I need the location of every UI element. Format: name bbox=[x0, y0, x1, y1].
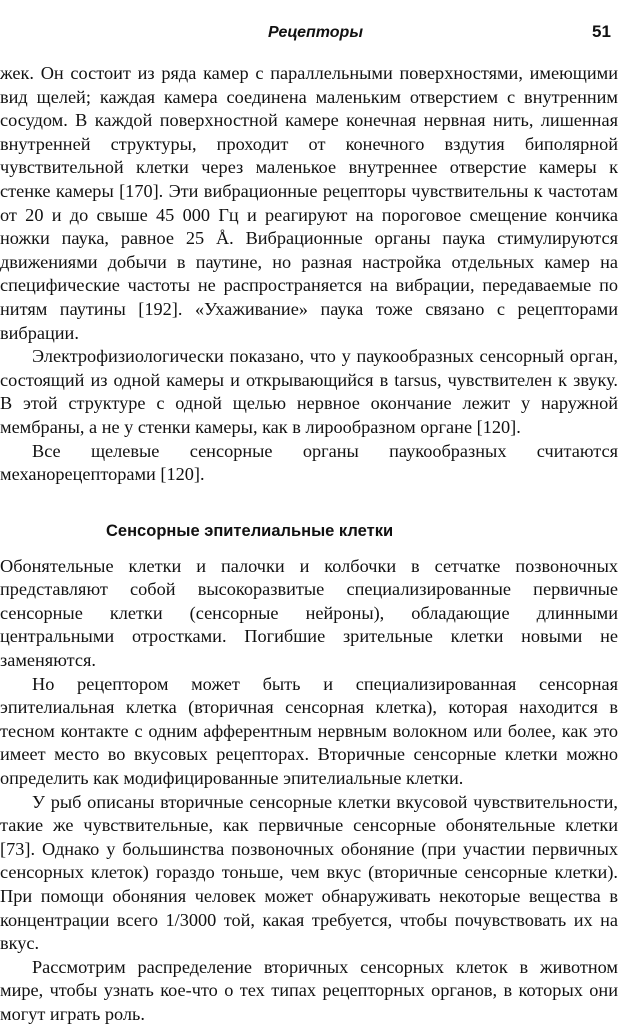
paragraph: Все щелевые сенсорные органы паукообразных считаются механорецепторами [120]. bbox=[0, 440, 618, 485]
body-text bbox=[0, 62, 618, 1027]
paragraph: Электрофизиологически показано, что у паукообразных сенсорный орган, состоящий из одной камеры и открывающийся в tarsus, чувствителен к звуку. В этой структуре с одной щелью нервное окончание лежит у наружной мембраны, а не у стенки камеры, как в лирообразном органе [120]. bbox=[0, 346, 618, 437]
page-number: 51 bbox=[592, 22, 611, 41]
running-title: Рецепторы bbox=[268, 24, 363, 41]
section-heading: Сенсорные эпителиальные клетки bbox=[106, 521, 394, 540]
paragraph: У рыб описаны вторичные сенсорные клетки вкусовой чувствительности, такие же чувствительные, как первичные сенсорные обонятельные клетки [73]. Однако у большинства позвоночных обоняние (при участии первичных сенсорных клеток) гораздо тоньше, чем вкус (вторичные сенсорные клетки). При помощи обоняния человек может обнаруживать некоторые вещества в концентрации всего 1/3000 той, какая требуется, чтобы почувствовать их на вкус. bbox=[0, 791, 618, 954]
paragraph: жек. Он состоит из ряда камер с параллельными поверхностями, имеющими вид щелей; каждая камера соединена маленьким отверстием с внутренним сосудом. В каждой поверхностной камере конечная нервная нить, лишенная внутренней структуры, проходит от конечного вздутия биполярной чувствительной клетки через маленькое внутреннее отверстие камеры к стенке камеры [170]. Эти вибрационные рецепторы чувствительны к частотам от 20 и до свыше 45 000 Гц и реагируют на пороговое смещение кончика ножки паука, равное 25 Å. Вибрационные органы паука стимулируются движениями добычи в паутине, но разная настройка отдельных камер на специфические частоты не распространяется на вибрации, передаваемые по нитям паутины [192]. «Ухаживание» паука тоже связано с рецепторами вибрации. bbox=[0, 63, 618, 343]
paragraph: Но рецептором может быть и специализированная сенсорная эпителиальная клетка (вторичная сенсорная клетка), которая находится в тесном контакте с одним афферентным нервным волокном или более, как это имеет место во вкусовых рецепторах. Вторичные сенсорные клетки можно определить как модифицированные эпителиальные клетки. bbox=[0, 673, 618, 789]
paragraph: Рассмотрим распределение вторичных сенсорных клеток в животном мире, чтобы узнать кое-что о тех типах рецепторных органов, в которых они могут играть роль. bbox=[0, 956, 618, 1024]
paragraph: Обонятельные клетки и палочки и колбочки в сетчатке позвоночных представляют собой высокоразвитые специализированные первичные сенсорные клетки (сенсорные нейроны), обладающие длинными центральными отростками. Погибшие зрительные клетки новыми не заменяются. bbox=[0, 555, 618, 671]
